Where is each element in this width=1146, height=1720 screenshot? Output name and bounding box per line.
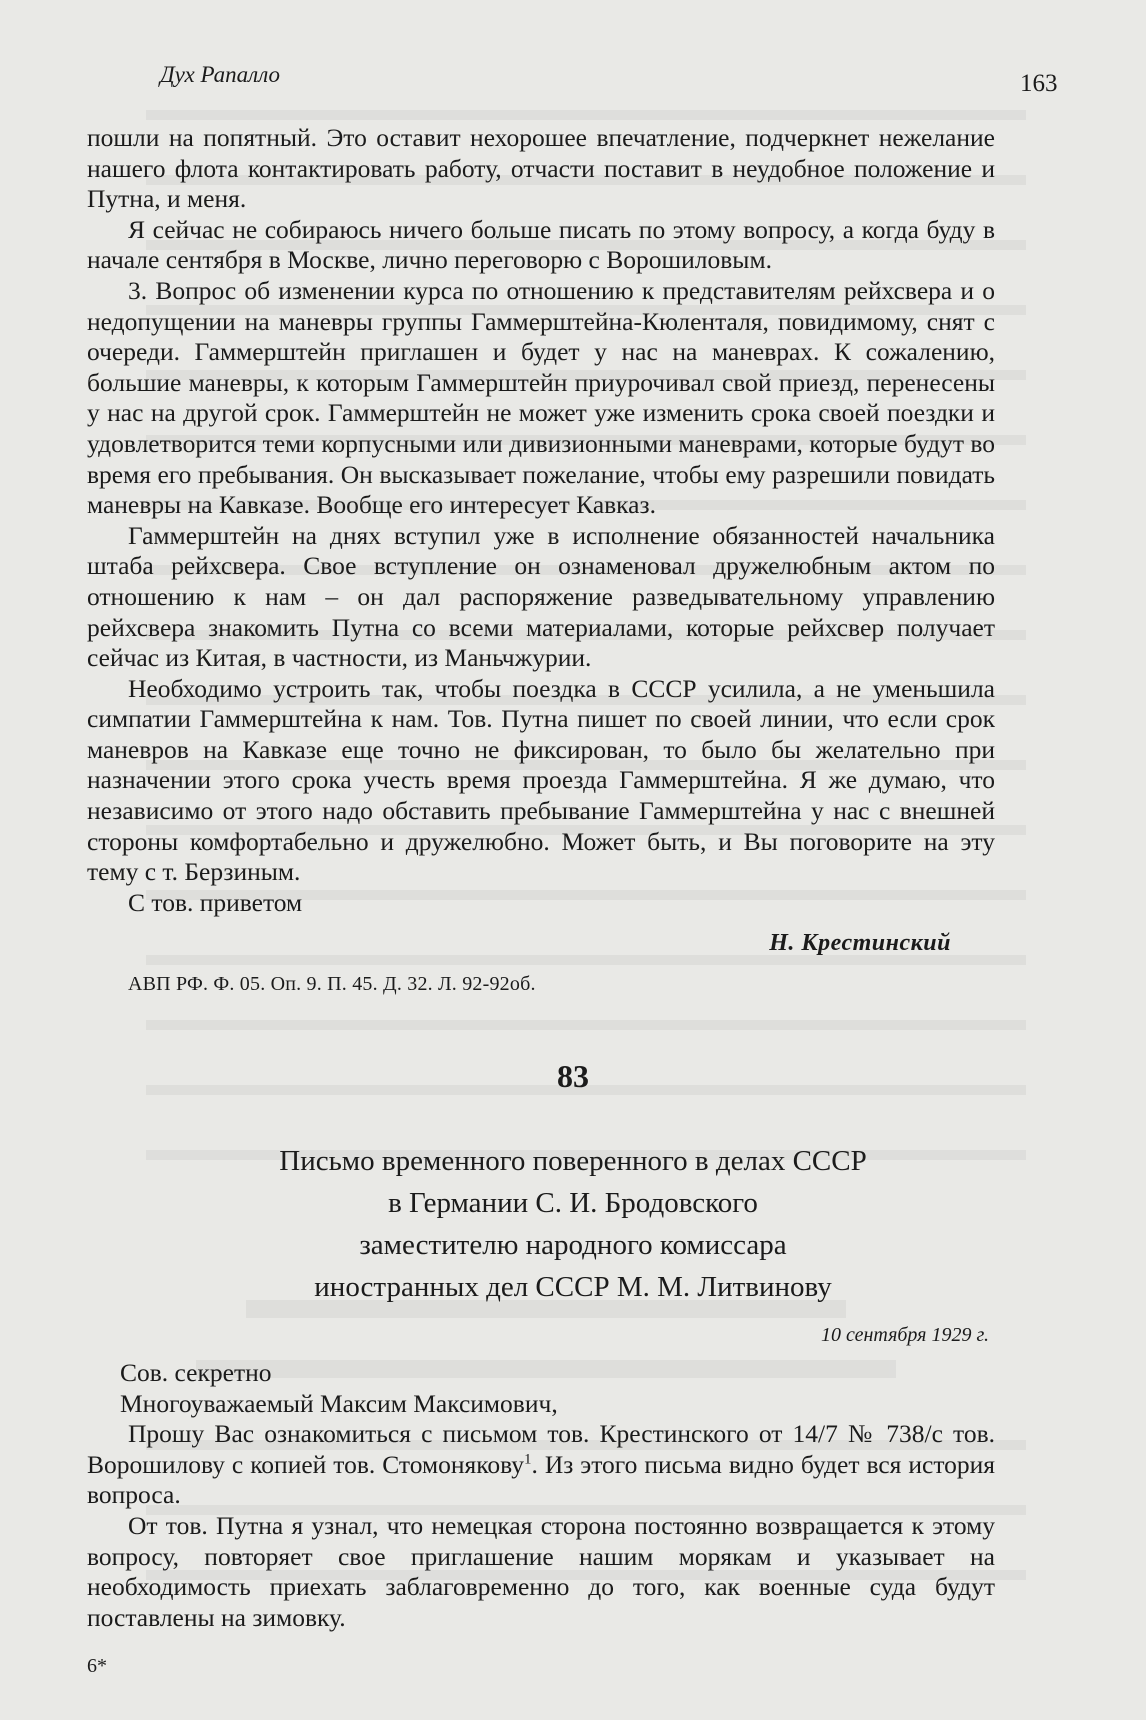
title-line: иностранных дел СССР М. М. Литвинову (314, 1271, 832, 1303)
document-title (140, 1140, 1006, 1308)
running-title: Дух Рапалло (160, 62, 281, 87)
archive-reference: АВП РФ. Ф. 05. Оп. 9. П. 45. Д. 32. Л. 92-92об. (128, 973, 536, 995)
classification-mark: Сов. секретно (120, 1358, 272, 1387)
paragraph (87, 1419, 995, 1511)
footnote-marker[interactable]: 1 (524, 1451, 532, 1468)
paragraph-text: Прошу Вас ознакомиться с письмом тов. Крестинского от 14/7 № 738/с тов. Ворошилову с копией тов. Стомонякову (87, 1419, 995, 1479)
closing-greeting: С тов. приветом (128, 887, 303, 917)
title-line: в Германии С. И. Бродовского (388, 1187, 758, 1219)
document-number: 83 (557, 1058, 589, 1094)
paragraph: Необходимо устроить так, чтобы поездка в СССР усилила, а не уменьшила симпатии Гаммерштейна к нам. Тов. Путна пишет по своей линии, что если срок маневров на Кавказе еще точно не фиксирован, то было бы желательно при назначении этого срока учесть время проезда Гаммерштейна. Я же думаю, что независимо от этого надо обставить пребывание Гаммерштейна у нас с внешней стороны комфортабельно и дружелюбно. Может быть, и Вы поговорите на эту тему с т. Берзиным. (87, 673, 995, 887)
paragraph: 3. Вопрос об изменении курса по отношению к представителям рейхсвера и о недопущении на маневры группы Гаммерштейна-Кюленталя, повидимому, снят с очереди. Гаммерштейн приглашен и будет у нас на маневрах. К сожалению, большие маневры, к которым Гаммерштейн приурочивал свой приезд, перенесены у нас на другой срок. Гаммерштейн не может уже изменить срока своей поездки и удовлетворится теми корпусными или дивизионными маневрами, которые будут во время его пребывания. Он высказывает пожелание, чтобы ему разрешили повидать маневры на Кавказе. Вообще его интересует Кавказ. (87, 275, 995, 520)
letter-body (87, 1358, 995, 1633)
salutation: Многоуважаемый Максим Максимович, (120, 1388, 558, 1418)
document-date: 10 сентября 1929 г. (820, 1324, 989, 1346)
letter-continuation (87, 123, 995, 918)
signature-name: Н. Крестинский (769, 930, 951, 956)
title-line: Письмо временного поверенного в делах СССР (279, 1145, 867, 1177)
paragraph: Я сейчас не собираюсь ничего больше писать по этому вопросу, а когда буду в начале сентября в Москве, лично переговорю с Ворошиловым. (87, 214, 995, 275)
paragraph: Гаммерштейн на днях вступил уже в исполнение обязанностей начальника штаба рейхсвера. Свое вступление он ознаменовал дружелюбным актом по отношению к нам – он дал распоряжение разведывательному управлению рейхсвера знакомить Путна со всеми материалами, которые рейхсвер получает сейчас из Китая, в частности, из Маньчжурии. (87, 520, 995, 673)
paragraph: От тов. Путна я узнал, что немецкая сторона постоянно возвращается к этому вопросу, повторяет свое приглашение нашим морякам и указывает на необходимость приехать заблаговременно до того, как военные суда будут поставлены на зимовку. (87, 1510, 995, 1632)
signature-mark: 6* (87, 1655, 107, 1677)
paragraph-text: . Из этого письма видно будет вся история вопроса. (87, 1449, 995, 1510)
title-line: заместителю народного комиссара (359, 1229, 787, 1261)
page-number: 163 (1020, 70, 1058, 97)
paragraph: пошли на попятный. Это оставит нехорошее впечатление, подчеркнет нежелание нашего флота контактировать работу, отчасти поставит в неудобное положение и Путна, и меня. (87, 123, 995, 214)
